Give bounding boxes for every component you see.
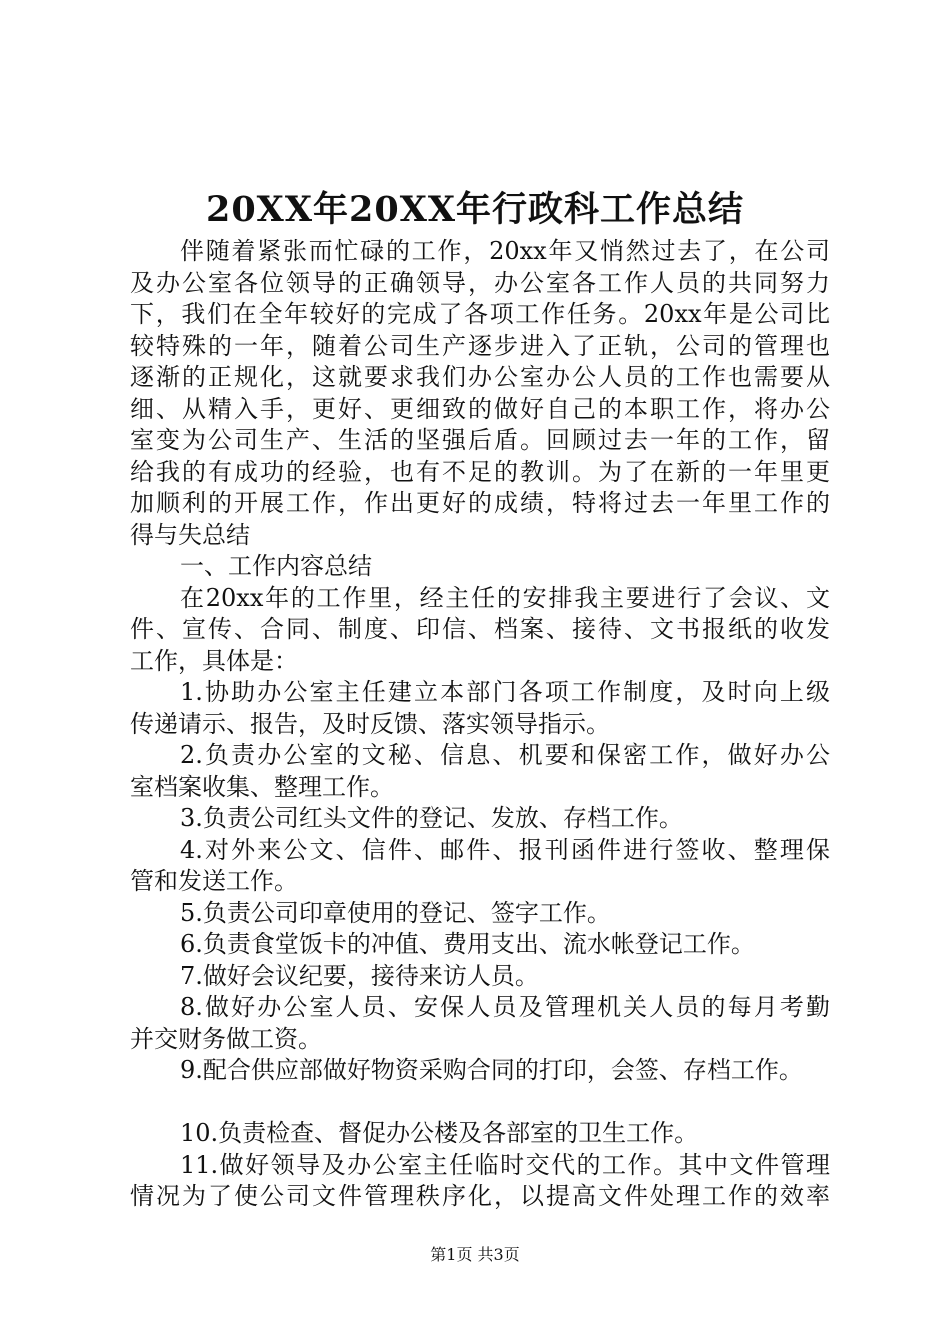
blank-line (130, 1087, 830, 1119)
paragraph-line: 给我的有成功的经验，也有不足的教训。为了在新的一年里更 (130, 457, 830, 486)
list-item-line: 并交财务做工资。 (130, 1024, 322, 1053)
list-item-line: 5.负责公司印章使用的登记、签字工作。 (180, 898, 611, 927)
document-body (130, 236, 830, 1213)
paragraph-line: 在20xx年的工作里，经主任的安排我主要进行了会议、文 (180, 583, 830, 612)
list-item-line: 2.负责办公室的文秘、信息、机要和保密工作，做好办公 (180, 741, 830, 769)
list-item-line: 6.负责食堂饭卡的冲值、费用支出、流水帐登记工作。 (180, 930, 755, 958)
list-item-line: 管和发送工作。 (130, 867, 298, 895)
paragraph-line: 伴随着紧张而忙碌的工作，20xx年又悄然过去了，在公司 (180, 237, 830, 265)
list-item-line: 情况为了使公司文件管理秩序化，以提高文件处理工作的效率 (130, 1182, 830, 1210)
list-item-line: 1.协助办公室主任建立本部门各项工作制度，及时向上级 (180, 678, 830, 706)
list-item-line: 7.做好会议纪要，接待来访人员。 (180, 961, 539, 990)
list-item-line: 室档案收集、整理工作。 (130, 772, 394, 801)
list-item-line: 10.负责检查、督促办公楼及各部室的卫生工作。 (180, 1119, 699, 1147)
list-item-line: 9.配合供应部做好物资采购合同的打印，会签、存档工作。 (180, 1056, 803, 1084)
section-heading: 一、工作内容总结 (180, 552, 372, 580)
paragraph-line: 较特殊的一年，随着公司生产逐步进入了正轨，公司的管理也 (130, 331, 830, 360)
list-item-line: 3.负责公司红头文件的登记、发放、存档工作。 (180, 804, 683, 832)
paragraph-line: 件、宣传、合同、制度、印信、档案、接待、文书报纸的收发 (130, 615, 830, 643)
paragraph-line: 室变为公司生产、生活的坚强后盾。回顾过去一年的工作，留 (130, 426, 830, 454)
list-item-line: 4.对外来公文、信件、邮件、报刊函件进行签收、整理保 (180, 835, 830, 864)
paragraph-line: 逐渐的正规化，这就要求我们办公室办公人员的工作也需要从 (130, 363, 830, 391)
list-item-line: 11.做好领导及办公室主任临时交代的工作。其中文件管理 (180, 1150, 830, 1179)
paragraph-line: 加顺利的开展工作，作出更好的成绩，特将过去一年里工作的 (130, 489, 830, 517)
paragraph-line: 细、从精入手，更好、更细致的做好自己的本职工作，将办公 (130, 394, 830, 423)
document-title: 20XX年20XX年行政科工作总结 (205, 189, 745, 230)
paragraph-line: 得与失总结 (130, 520, 250, 549)
paragraph-line: 及办公室各位领导的正确领导，办公室各工作人员的共同努力 (130, 268, 830, 297)
page-footer: 第1页 共3页 (430, 1245, 520, 1264)
list-item-line: 8.做好办公室人员、安保人员及管理机关人员的每月考勤 (180, 993, 830, 1021)
paragraph-line: 工作，具体是： (130, 646, 298, 675)
list-item-line: 传递请示、报告，及时反馈、落实领导指示。 (130, 709, 610, 738)
paragraph-line: 下，我们在全年较好的完成了各项工作任务。20xx年是公司比 (130, 300, 830, 328)
